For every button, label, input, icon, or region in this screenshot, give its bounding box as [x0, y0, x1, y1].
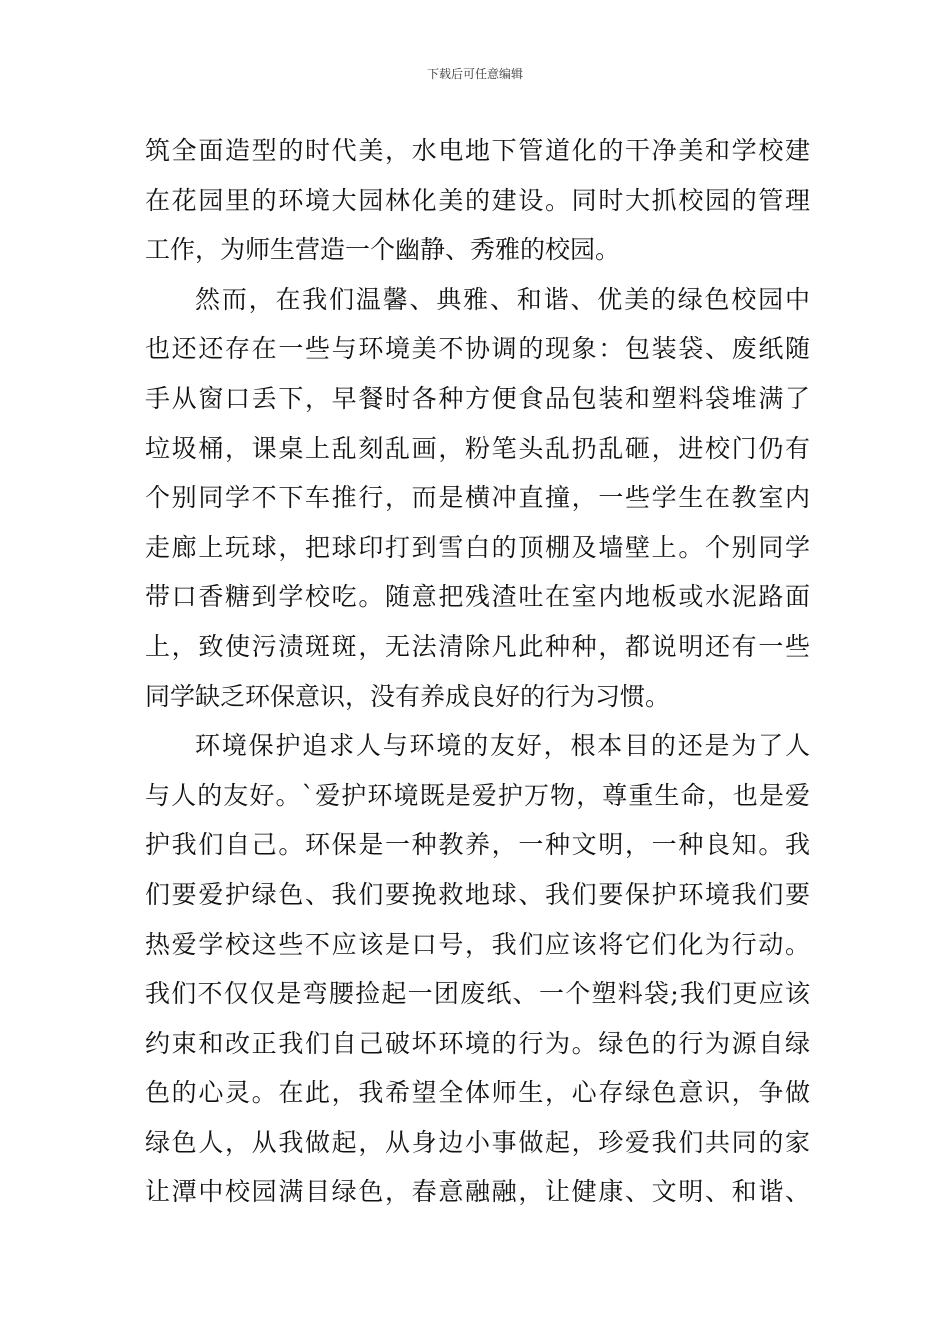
text-line: 环境保护追求人与环境的友好，根本目的还是为了人	[195, 731, 810, 761]
text-line: 绿色人，从我做起，从身边小事做起，珍爱我们共同的家	[145, 1127, 810, 1157]
text-line: 垃圾桶，课桌上乱刻乱画，粉笔头乱扔乱砸，进校门仍有	[145, 433, 810, 463]
text-line: 与人的友好。`爱护环境既是爱护万物，尊重生命，也是爱	[145, 780, 810, 810]
text-line: 约束和改正我们自己破坏环境的行为。绿色的行为源自绿	[145, 1028, 810, 1058]
text-line: 筑全面造型的时代美，水电地下管道化的干净美和学校建	[145, 136, 810, 165]
text-line: 色的心灵。在此，我希望全体师生，心存绿色意识，争做	[145, 1078, 810, 1108]
paragraph	[145, 721, 810, 1217]
text-line: 我们不仅仅是弯腰捡起一团废纸、一个塑料袋;我们更应该	[145, 979, 810, 1009]
text-line: 手从窗口丢下，早餐时各种方便食品包装和塑料袋堆满了	[145, 383, 810, 413]
text-line: 个别同学不下车推行，而是横冲直撞，一些学生在教室内	[145, 483, 810, 513]
text-line: 带口香糖到学校吃。随意把残渣吐在室内地板或水泥路面	[145, 582, 810, 612]
text-line: 在花园里的环境大园林化美的建设。同时大抓校园的管理	[145, 185, 810, 215]
text-line: 上，致使污渍斑斑，无法清除凡此种种，都说明还有一些	[145, 631, 810, 661]
document-body	[145, 126, 810, 1217]
text-line: 然而，在我们温馨、典雅、和谐、优美的绿色校园中	[195, 284, 810, 314]
page-header: 下载后可任意编辑	[426, 67, 523, 81]
text-line: 走廊上玩球，把球印打到雪白的顶棚及墙壁上。个别同学	[145, 532, 810, 562]
text-line: 工作，为师生营造一个幽静、秀雅的校园。	[145, 235, 621, 265]
text-line: 热爱学校这些不应该是口号，我们应该将它们化为行动。	[145, 929, 810, 959]
text-line: 护我们自己。环保是一种教养，一种文明，一种良知。我	[145, 830, 810, 860]
paragraph	[145, 275, 810, 721]
text-line: 也还还存在一些与环境美不协调的现象：包装袋、废纸随	[145, 334, 810, 364]
text-line: 们要爱护绿色、我们要挽救地球、我们要保护环境我们要	[145, 879, 810, 909]
text-line: 同学缺乏环保意识，没有养成良好的行为习惯。	[145, 681, 671, 711]
text-line: 让潭中校园满目绿色，春意融融，让健康、文明、和谐、	[145, 1177, 810, 1207]
paragraph	[145, 126, 810, 275]
